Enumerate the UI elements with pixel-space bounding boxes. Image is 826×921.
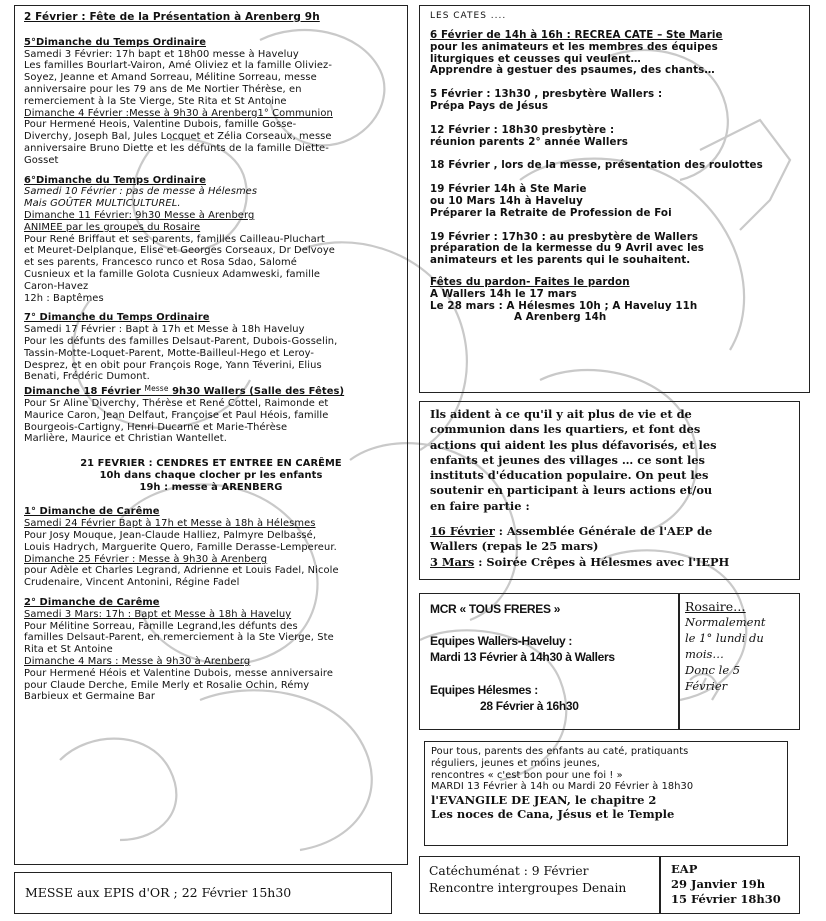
cate-line: réunion parents 2° année Wallers xyxy=(430,135,629,148)
evangile-line: rencontres « c'est bon pour une foi ! » xyxy=(431,769,623,781)
cate-line: pour les animateurs et les membres des équipes xyxy=(430,40,718,53)
ash-wednesday-line: 10h dans chaque clocher pr les enfants xyxy=(99,469,323,481)
ash-wednesday-title: 21 FEVRIER : CENDRES ET ENTREE EN CARÊME xyxy=(80,458,342,470)
text-line: Samedi 10 Février : pas de messe à Hélesmes xyxy=(24,186,258,198)
pardon-title: Fêtes du pardon- Faites le pardon xyxy=(430,275,630,288)
evangile-line: MARDI 13 Février à 14h ou Mardi 20 Février à 18h30 xyxy=(431,781,694,793)
aep-line: en faire partie : xyxy=(430,498,530,513)
section-title-1st-lent: 1° Dimanche de Carême xyxy=(24,506,160,518)
rosaire-title: Rosaire… xyxy=(685,599,746,614)
aep-event: Wallers (repas le 25 mars) xyxy=(430,539,599,554)
aep-line: actions qui aident les plus défavorisés, et les xyxy=(430,437,717,452)
subheading: Dimanche 11 Février: 9h30 Messe à Arenberg xyxy=(24,209,255,221)
text-line: Caron-Havez xyxy=(24,280,89,292)
section-title-2nd-lent: 2° Dimanche de Carême xyxy=(24,597,160,609)
left-schedule-panel xyxy=(14,5,408,865)
text-line: Desprez, et en obit pour François Roge, Yann Téverini, Elius xyxy=(24,359,322,371)
cate-panel xyxy=(419,5,810,393)
mcr-line: 28 Février à 16h30 xyxy=(480,699,579,713)
catechumenat-panel xyxy=(419,856,660,914)
messe-epis-box xyxy=(14,872,392,914)
text-line: Les familles Bourlart-Vairon, Amé Oliviez et la famille Oliviez- xyxy=(24,60,332,72)
section-title-7th-sunday: 7° Dimanche du Temps Ordinaire xyxy=(24,312,210,324)
aep-line: Ils aident à ce qu'il y ait plus de vie et de xyxy=(430,407,692,421)
mcr-line: Equipes Hélesmes : xyxy=(430,683,538,697)
text-line: Pour Sr Aline Diverchy, Thérèse et René Cottel, Raimonde et xyxy=(24,397,329,409)
evangile-line: Pour tous, parents des enfants au caté, pratiquants xyxy=(431,746,689,757)
text-line: Benati, Frédéric Dumont. xyxy=(24,371,150,383)
cate-line: Préparer la Retraite de Profession de Foi xyxy=(430,206,672,219)
text-line: Tassin-Motte-Loquet-Parent, Motte-Bailleul-Hego et Leroy- xyxy=(24,347,315,359)
cate-label: LES CATES .... xyxy=(430,11,507,21)
cate-line: 5 Février : 13h30 , presbytère Wallers : xyxy=(430,88,663,101)
pardon-line: A Arenberg 14h xyxy=(514,311,607,324)
cate-line: liturgiques et ceusses qui veulent… xyxy=(430,52,641,65)
evangile-panel xyxy=(424,741,788,846)
text-line: et Meuret-Delplanque, Elise et Georges Corseaux, Dr Delvoye xyxy=(24,245,335,257)
subheading: Dimanche 4 Mars : Messe à 9h30 à Arenberg xyxy=(24,656,251,668)
evangile-line: réguliers, jeunes et moins jeunes, xyxy=(431,757,600,769)
text-line: Pour Mélitine Sorreau, Famille Legrand,les défunts des xyxy=(24,620,298,632)
mcr-title: MCR « TOUS FRERES » xyxy=(430,602,561,616)
rosaire-line: Février xyxy=(685,679,728,693)
text-line: Pour Hermené Héois et Valentine Dubois, messe anniversaire xyxy=(24,667,334,679)
cate-line: animateurs et les parents qui le souhaitent. xyxy=(430,254,691,267)
cate-line: 18 Février , lors de la messe, présentation des roulottes xyxy=(430,159,763,172)
rosaire-line: mois… xyxy=(685,647,724,661)
aep-event-date: 3 Mars xyxy=(430,554,475,569)
aep-line: enfants et jeunes des villages … ce sont les xyxy=(430,452,705,467)
text-line: Soyez, Jeanne et Amand Sorreau, Mélitine Sorreau, messe xyxy=(24,72,317,84)
aep-line: instituts d'éducation populaire. On peut les xyxy=(430,468,709,483)
eap-title: EAP xyxy=(671,862,698,876)
rosaire-line: le 1° lundi du xyxy=(685,631,764,645)
subheading xyxy=(24,383,398,398)
mcr-line: Equipes Wallers-Haveluy : xyxy=(430,634,573,648)
text-line: Pour Hermené Heois, Valentine Dubois, famille Gosse- xyxy=(24,119,297,131)
text-line: Rita et St Antoine xyxy=(24,644,113,656)
mcr-line: Mardi 13 Février à 14h30 à Wallers xyxy=(430,650,615,664)
cate-line: 19 Février 14h à Ste Marie xyxy=(430,183,587,196)
catechumenat-line: Rencontre intergroupes Denain xyxy=(429,881,627,895)
evangile-subtitle: Les noces de Cana, Jésus et le Temple xyxy=(431,807,675,822)
aep-event xyxy=(430,555,789,570)
sub-part-superscript: Messe xyxy=(144,384,169,394)
cate-line: 12 Février : 18h30 presbytère : xyxy=(430,123,615,136)
eap-line: 15 Février 18h30 xyxy=(671,892,781,906)
text-line: remerciement à la Ste Vierge, Ste Rita et St Antoine xyxy=(24,95,287,107)
aep-panel xyxy=(419,401,800,580)
text-line: Gosset xyxy=(24,154,59,166)
cate-line: ou 10 Mars 14h à Haveluy xyxy=(430,194,583,207)
cate-event-title-text: 6 Février de 14h à 16h : RECREA CATE – Ste Marie xyxy=(430,29,723,41)
text-line: et ses parents, Francesco runco et Rosa Sdao, Salomé xyxy=(24,257,297,269)
pardon-line: Le 28 mars : A Hélesmes 10h ; A Haveluy 11h xyxy=(430,299,698,312)
text-line: Barbieux et Germaine Bar xyxy=(24,691,156,703)
subheading: Samedi 24 Février Bapt à 17h et Messe à 18h à Hélesmes xyxy=(24,518,316,530)
messe-epis-text: MESSE aux EPIS d'OR ; 22 Février 15h30 xyxy=(25,885,292,900)
text-line: Diverchy, Joseph Bal, Jules Locquet et Zélia Corseaux, messe xyxy=(24,131,332,143)
sub-part: 9h30 Wallers (Salle des Fêtes) xyxy=(168,386,345,398)
catechumenat-line: Catéchuménat : 9 Février xyxy=(429,864,589,878)
text-line: Cusnieux et la famille Golota Cusnieux Adamweski, famille xyxy=(24,268,321,280)
aep-event xyxy=(430,524,789,539)
eap-line: 29 Janvier 19h xyxy=(671,877,766,891)
header-presentation: 2 Février : Fête de la Présentation à Arenberg 9h xyxy=(24,11,320,23)
section-title-5th-sunday: 5°Dimanche du Temps Ordinaire xyxy=(24,36,206,48)
rosaire-line: Normalement xyxy=(685,615,766,629)
text-line: Mais GOÛTER MULTICULTUREL. xyxy=(24,198,181,210)
cate-line: préparation de la kermesse du 9 Avril avec les xyxy=(430,242,705,255)
cate-line: Apprendre à gestuer des psaumes, des chants… xyxy=(430,64,715,77)
aep-line: soutenir en participant à leurs actions et/ou xyxy=(430,483,713,498)
subheading: ANIMEE par les groupes du Rosaire xyxy=(24,221,201,233)
text-line: Samedi 17 Février : Bapt à 17h et Messe à 18h Haveluy xyxy=(24,324,305,336)
text-line: 12h : Baptêmes xyxy=(24,292,104,304)
ash-wednesday-line: 19h : messe à ARENBERG xyxy=(139,481,283,493)
text-line: pour Adèle et Charles Legrand, Adrienne et Louis Fadel, Nicole xyxy=(24,565,339,577)
text-line: pour Claude Derche, Emile Merly et Rosalie Ochin, Rémy xyxy=(24,679,310,691)
text-line: Pour René Briffaut et ses parents, familles Cailleau-Pluchart xyxy=(24,233,325,245)
section-title-6th-sunday: 6°Dimanche du Temps Ordinaire xyxy=(24,174,206,186)
text-line: anniversaire pour les 79 ans de Me Nortier Thérèse, en xyxy=(24,83,302,95)
aep-event-text: : Soirée Crêpes à Hélesmes avec l'IEPH xyxy=(474,554,730,569)
rosaire-panel xyxy=(679,593,800,730)
text-line: Louis Hadrych, Marguerite Quero, Famille Derasse-Lempereur. xyxy=(24,541,337,553)
subheading: Dimanche 25 Février : Messe à 9h30 à Arenberg xyxy=(24,553,268,565)
text-line: Pour les défunts des familles Delsaut-Parent, Dubois-Gosselin, xyxy=(24,335,338,347)
text-line: Crudenaire, Vincent Antonini, Régine Fadel xyxy=(24,577,240,589)
cate-line: 19 Février : 17h30 : au presbytère de Wallers xyxy=(430,230,699,243)
text-line: Pour Josy Mouque, Jean-Claude Halliez, Palmyre Delbassé, xyxy=(24,530,317,542)
aep-event-date: 16 Février xyxy=(430,524,495,539)
text-line: anniversaire Bruno Diette et les défunts de la famille Diette- xyxy=(24,142,329,154)
sub-part: Dimanche 18 Février xyxy=(24,386,145,398)
subheading: Samedi 3 Mars: 17h : Bapt et Messe à 18h à Haveluy xyxy=(24,608,292,620)
text-line: Marlière, Maurice et Christian Wantellet. xyxy=(24,433,227,445)
aep-line: communion dans les quartiers, et font des xyxy=(430,422,701,437)
text-line: Samedi 3 Février: 17h bapt et 18h00 messe à Haveluy xyxy=(24,48,299,60)
text-line: Maurice Caron, Jean Delfaut, Françoise et Paul Héois, famille xyxy=(24,409,329,421)
mcr-panel xyxy=(419,593,679,730)
evangile-title: l'EVANGILE DE JEAN, le chapitre 2 xyxy=(431,793,657,808)
cate-line: Prépa Pays de Jésus xyxy=(430,99,549,112)
eap-panel xyxy=(660,856,800,914)
text-line: familles Delsaut-Parent, en remerciement à la Ste Vierge, Ste xyxy=(24,632,334,644)
aep-event-text: : Assemblée Générale de l'AEP de xyxy=(494,524,713,539)
rosaire-line: Donc le 5 xyxy=(685,663,741,677)
subheading: Dimanche 4 Février :Messe à 9h30 à Arenberg1° Communion xyxy=(24,107,333,119)
pardon-line: A Wallers 14h le 17 mars xyxy=(430,287,577,300)
text-line: Bourgeois-Cartigny, Henri Ducarne et Marie-Thérèse xyxy=(24,421,288,433)
